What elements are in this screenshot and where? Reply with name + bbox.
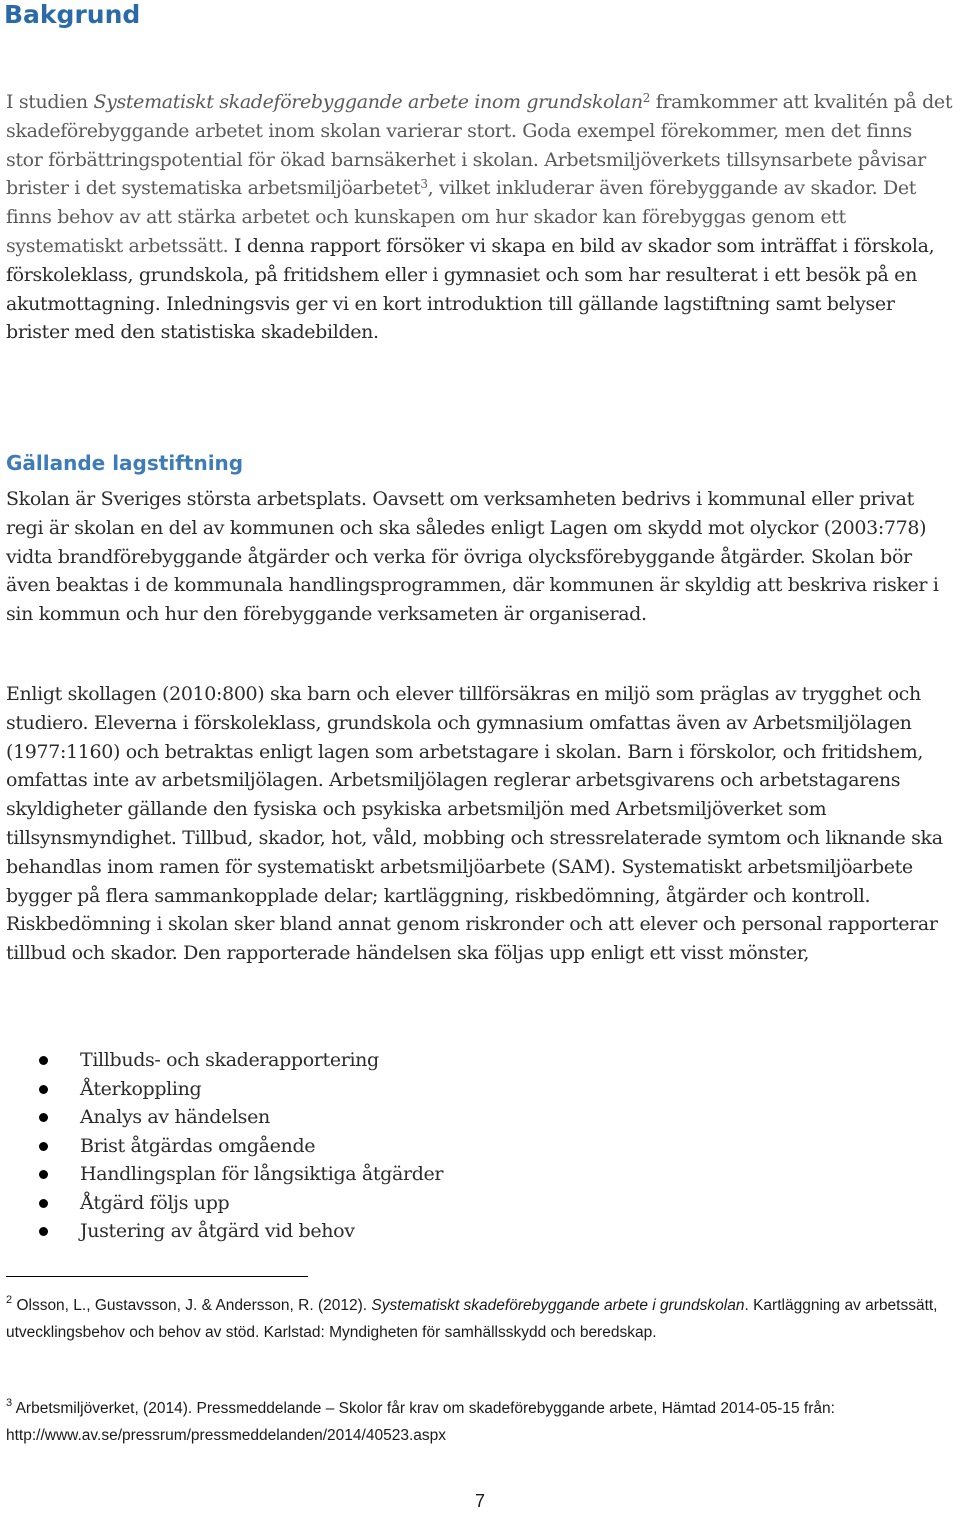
list-item <box>0 1189 443 1218</box>
list-item <box>0 1132 443 1161</box>
list-item-text: Handlingsplan för långsiktiga åtgärder <box>80 1163 444 1185</box>
school-law-paragraph: Enligt skollagen (2010:800) ska barn och elever tillförsäkras en miljö som präglas av trygghet och studiero. Eleverna i förskoleklass, grundskola och gymnasium omfattas även av Arbetsmiljölagen (1977:1160) och betraktas enligt lagen som arbetstagare i skolan. Barn i förskolor, och fritidshem, omfattas inte av arbetsmiljölagen. Arbetsmiljölagen reglerar arbetsgivarens och arbetstagarens skyldigheter gällande den fysiska och psykiska arbetsmiljön med Arbetsmiljöverket som tillsynsmyndighet. Tillbud, skador, hot, våld, mobbing och stressrelaterade symtom och liknande ska behandlas inom ramen för systematiskt arbetsmiljöarbete (SAM). Systematiskt arbetsmiljöarbete bygger på flera sammankopplade delar; kartläggning, riskbedömning, åtgärder och kontroll. Riskbedömning i skolan sker bland annat genom riskronder och att elever och personal rapporterar tillbud och skador. Den rapporterade händelsen ska följas upp enligt ett visst mönster, <box>6 683 943 965</box>
footnote-separator <box>6 1276 308 1277</box>
footnote-number: 3 <box>6 1397 13 1409</box>
list-item <box>0 1217 443 1246</box>
list-item-text: Justering av åtgärd vid behov <box>80 1220 355 1242</box>
bullet-icon <box>39 1170 48 1179</box>
intro-text-mid: framkommer att kvalitén på det skadeförebyggande arbetet inom skolan varierar stort. Goda exempel förekommer, men det finns stor förbättringspotential för ökad barnsäkerhet i skolan. Arbetsmiljöverkets tillsynsarbete påvisar brister i det systematiska arbetsmiljöarbetet <box>6 91 953 200</box>
list-item-text: Åtgärd följs upp <box>80 1191 230 1214</box>
intro-text-end: , vilket inkluderar även förebyggande av skador. Det finns behov av att stärka arbetet och kunskapen om hur skador kan förebyggas genom ett systematiskt arbetssätt. <box>6 177 917 257</box>
footnote-ref-2: 2 <box>642 91 651 105</box>
bullet-icon <box>39 1199 48 1208</box>
section-heading: Bakgrund <box>4 0 141 29</box>
procedure-list <box>0 1046 443 1246</box>
bullet-icon <box>39 1113 48 1122</box>
list-item <box>0 1075 443 1104</box>
study-title: Systematiskt skadeförebyggande arbete inom grundskolan <box>93 91 643 113</box>
list-item-text: Analys av händelsen <box>80 1106 270 1128</box>
list-item <box>0 1103 443 1132</box>
bullet-icon <box>39 1227 48 1236</box>
subheading: Gällande lagstiftning <box>6 451 244 475</box>
list-item <box>0 1046 443 1075</box>
footnote-text: . Kartläggning av arbetssätt, utvecklingsbehov och behov av stöd. Karlstad: Myndigheten för samhällsskydd och beredskap. <box>6 1297 938 1341</box>
footnote-text: Arbetsmiljöverket, (2014). Pressmeddelande – Skolor får krav om skadeförebyggande arbete, Hämtad 2014-05-15 från: http://www.av.se/pressrum/pressmeddelanden/2014/40523.aspx <box>6 1400 835 1444</box>
bullet-icon <box>39 1142 48 1151</box>
list-item <box>0 1160 443 1189</box>
list-item-text: Återkoppling <box>80 1077 202 1100</box>
footnote-text: Olsson, L., Gustavsson, J. & Andersson, R. (2012). <box>16 1297 372 1314</box>
intro-report-text: I denna rapport försöker vi skapa en bild av skador som inträffat i förskola, förskoleklass, grundskola, på fritidshem eller i gymnasiet och som har resulterat i ett besök på en akutmottagning. Inledningsvis ger vi en kort introduktion till gällande lagstiftning samt belyser brister med den statistiska skadebilden. <box>6 234 935 344</box>
footnote-3 <box>6 1395 954 1449</box>
footnote-2 <box>6 1292 954 1346</box>
footnote-ref-3: 3 <box>420 177 428 192</box>
legislation-paragraph: Skolan är Sveriges största arbetsplats. Oavsett om verksamheten bedrivs i kommunal eller privat regi är skolan en del av kommunen och ska således enligt Lagen om skydd mot olyckor (2003:778) vidta brandförebyggande åtgärder och verka för övriga olycksförebyggande åtgärder. Skolan bör även beaktas i de kommunala handlingsprogrammen, där kommunen är skyldig att beskriva risker i sin kommun och hur den förebyggande verksameten är organiserad. <box>6 488 939 626</box>
list-item-text: Brist åtgärdas omgående <box>80 1134 316 1157</box>
bullet-icon <box>39 1056 48 1065</box>
footnote-number: 2 <box>6 1294 13 1306</box>
list-item-text: Tillbuds- och skaderapportering <box>80 1049 379 1071</box>
intro-text-start: I studien <box>6 91 94 113</box>
page-number: 7 <box>474 1491 485 1511</box>
bullet-icon <box>39 1085 48 1094</box>
intro-paragraph <box>6 88 954 347</box>
footnote-title: Systematiskt skadeförebyggande arbete i grundskolan <box>371 1297 745 1314</box>
